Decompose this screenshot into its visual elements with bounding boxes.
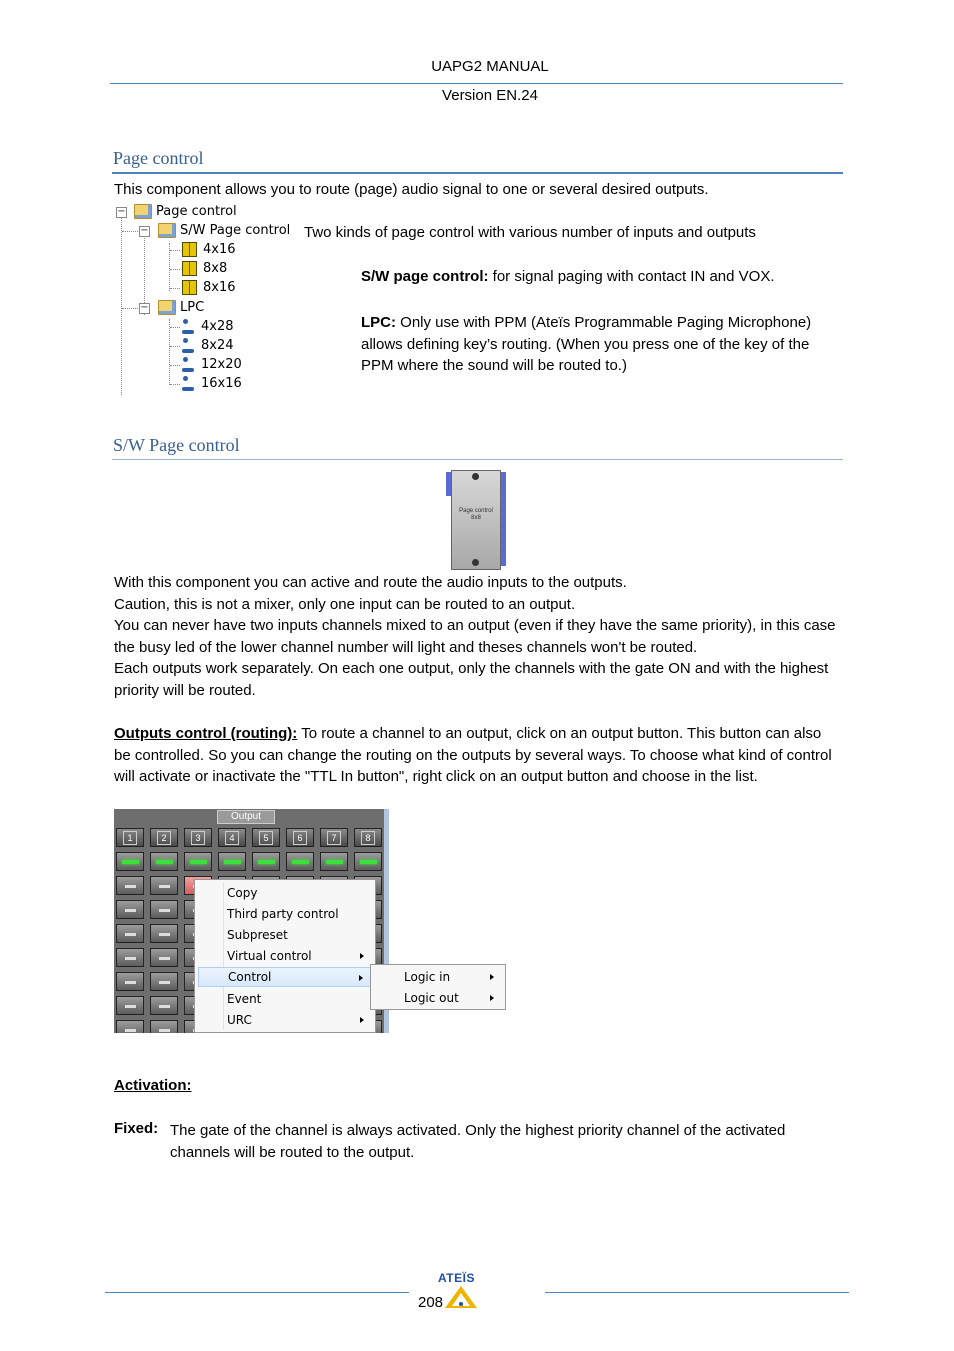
output-route-button[interactable] (116, 900, 144, 919)
submenu-item-logic-in[interactable]: Logic in (374, 967, 502, 987)
output-led-button[interactable] (252, 852, 280, 871)
tree-item-page-control[interactable]: Page control (134, 203, 237, 221)
heading-rule (112, 459, 843, 460)
submenu-arrow-icon (490, 974, 494, 980)
tree-item-sw-8x16[interactable]: 8x16 (182, 279, 236, 297)
menu-item-event[interactable]: Event (227, 992, 262, 1006)
microphone-icon (182, 357, 195, 372)
description-paragraph: With this component you can active and route the audio inputs to the outputs. Caution, this is not a mixer, only one input can be routed to an output. You can never have two inputs channels mixed to an output (even if they have the same priority), in this case the busy led of the lower channel number will light and theses channels won't be routed. Each outputs work separately. On each one output, only the channels with the gate ON and with the highest priority will be routed. (114, 574, 836, 699)
output-number-button[interactable]: 3 (184, 828, 212, 847)
heading-rule (112, 172, 843, 174)
output-route-button[interactable] (116, 924, 144, 943)
output-led-button[interactable] (150, 852, 178, 871)
output-route-button[interactable] (150, 924, 178, 943)
heading-sw-page-control: S/W Page control (113, 435, 240, 455)
output-route-button[interactable] (150, 900, 178, 919)
output-led-button[interactable] (320, 852, 348, 871)
folder-icon (134, 204, 152, 219)
collapse-icon[interactable]: − (140, 225, 149, 236)
fixed-description: The gate of the channel is always activated. Only the highest priority channel of the activated channels will be routed to the output. (170, 1122, 786, 1161)
output-led-button[interactable] (184, 852, 212, 871)
outputs-control-paragraph: Outputs control (routing): To route a channel to an output, click on an output button. This button can also be controlled. So you can change the routing on the outputs by several ways. To choose what kind of control will activate or inactivate the "TTL In button", right click on an output button and choose in the list. (114, 725, 832, 785)
submenu-item-logic-out[interactable]: Logic out (374, 988, 502, 1008)
tree-item-lpc-12x20[interactable]: 12x20 (182, 356, 242, 374)
menu-item-virtual-control[interactable]: Virtual control (198, 946, 372, 966)
output-route-button[interactable] (116, 1020, 144, 1033)
output-number-button[interactable]: 1 (116, 828, 144, 847)
control-submenu (370, 964, 506, 1010)
output-number-button[interactable]: 6 (286, 828, 314, 847)
output-route-button[interactable] (116, 996, 144, 1015)
heading-page-control: Page control (113, 148, 204, 168)
submenu-arrow-icon (359, 975, 363, 981)
output-number-button[interactable]: 5 (252, 828, 280, 847)
tree-item-sw-8x8[interactable]: 8x8 (182, 260, 227, 278)
output-led-button[interactable] (286, 852, 314, 871)
intro-text: This component allows you to route (page) audio signal to one or several desired outputs. (114, 181, 709, 198)
activation-heading: Activation: (114, 1077, 192, 1094)
grid-icon (182, 280, 197, 295)
menu-item-third-party-control[interactable]: Third party control (227, 907, 339, 921)
ateis-logo-icon (444, 1285, 478, 1309)
menu-item-control[interactable]: Control (198, 967, 372, 987)
component-tree (114, 201, 304, 397)
microphone-icon (182, 319, 195, 334)
page-number: 208 (418, 1294, 444, 1311)
menu-item-subpreset[interactable]: Subpreset (227, 928, 288, 942)
output-led-button[interactable] (354, 852, 382, 871)
manual-version: Version EN.24 (442, 87, 538, 104)
folder-icon (158, 300, 176, 315)
kinds-text: Two kinds of page control with various number of inputs and outputs (304, 224, 756, 241)
folder-icon (158, 223, 176, 238)
tree-item-sw-page-control[interactable]: S/W Page control (158, 222, 290, 240)
output-number-button[interactable]: 2 (150, 828, 178, 847)
output-route-button[interactable] (150, 996, 178, 1015)
screw-icon (472, 559, 479, 566)
submenu-arrow-icon (360, 953, 364, 959)
tree-item-lpc-16x16[interactable]: 16x16 (182, 375, 242, 393)
sw-description: S/W page control: for signal paging with contact IN and VOX. (361, 268, 775, 285)
footer-rule-left (105, 1292, 409, 1293)
fixed-label: Fixed: (114, 1120, 159, 1137)
output-number-button[interactable]: 8 (354, 828, 382, 847)
output-number-button[interactable]: 4 (218, 828, 246, 847)
ateis-logo-text: ATEÏS (438, 1271, 475, 1285)
output-route-button[interactable] (116, 972, 144, 991)
output-route-button[interactable] (150, 972, 178, 991)
manual-title: UAPG2 MANUAL (431, 58, 549, 75)
output-led-button[interactable] (116, 852, 144, 871)
header-rule (110, 83, 843, 84)
microphone-icon (182, 376, 195, 391)
tree-item-lpc-4x28[interactable]: 4x28 (182, 318, 234, 336)
collapse-icon[interactable]: − (117, 206, 126, 217)
menu-item-urc[interactable]: URC (198, 1010, 372, 1030)
output-led-button[interactable] (218, 852, 246, 871)
tree-item-sw-4x16[interactable]: 4x16 (182, 241, 236, 259)
output-number-button[interactable]: 7 (320, 828, 348, 847)
screw-icon (472, 473, 479, 480)
output-pins (501, 472, 506, 566)
tree-item-lpc[interactable]: LPC (158, 299, 204, 317)
submenu-arrow-icon (490, 995, 494, 1001)
submenu-arrow-icon (360, 1017, 364, 1023)
collapse-icon[interactable]: − (140, 302, 149, 313)
microphone-icon (182, 338, 195, 353)
output-route-button[interactable] (150, 876, 178, 895)
lpc-description: LPC: Only use with PPM (Ateïs Programmable Paging Microphone) allows defining key’s routing. (When you press one of the key of the PPM where the sound will be routed to.) (361, 314, 812, 374)
grid-icon (182, 261, 197, 276)
component-label: Page control 8x8 (459, 508, 493, 521)
context-menu (194, 879, 376, 1033)
output-route-button[interactable] (150, 948, 178, 967)
output-title: Output (217, 810, 275, 824)
output-route-button[interactable] (116, 876, 144, 895)
page-control-component (446, 470, 506, 570)
menu-item-copy[interactable]: Copy (227, 886, 258, 900)
grid-icon (182, 242, 197, 257)
output-route-button[interactable] (150, 1020, 178, 1033)
output-route-button[interactable] (116, 948, 144, 967)
footer-rule-right (545, 1292, 849, 1293)
tree-item-lpc-8x24[interactable]: 8x24 (182, 337, 234, 355)
